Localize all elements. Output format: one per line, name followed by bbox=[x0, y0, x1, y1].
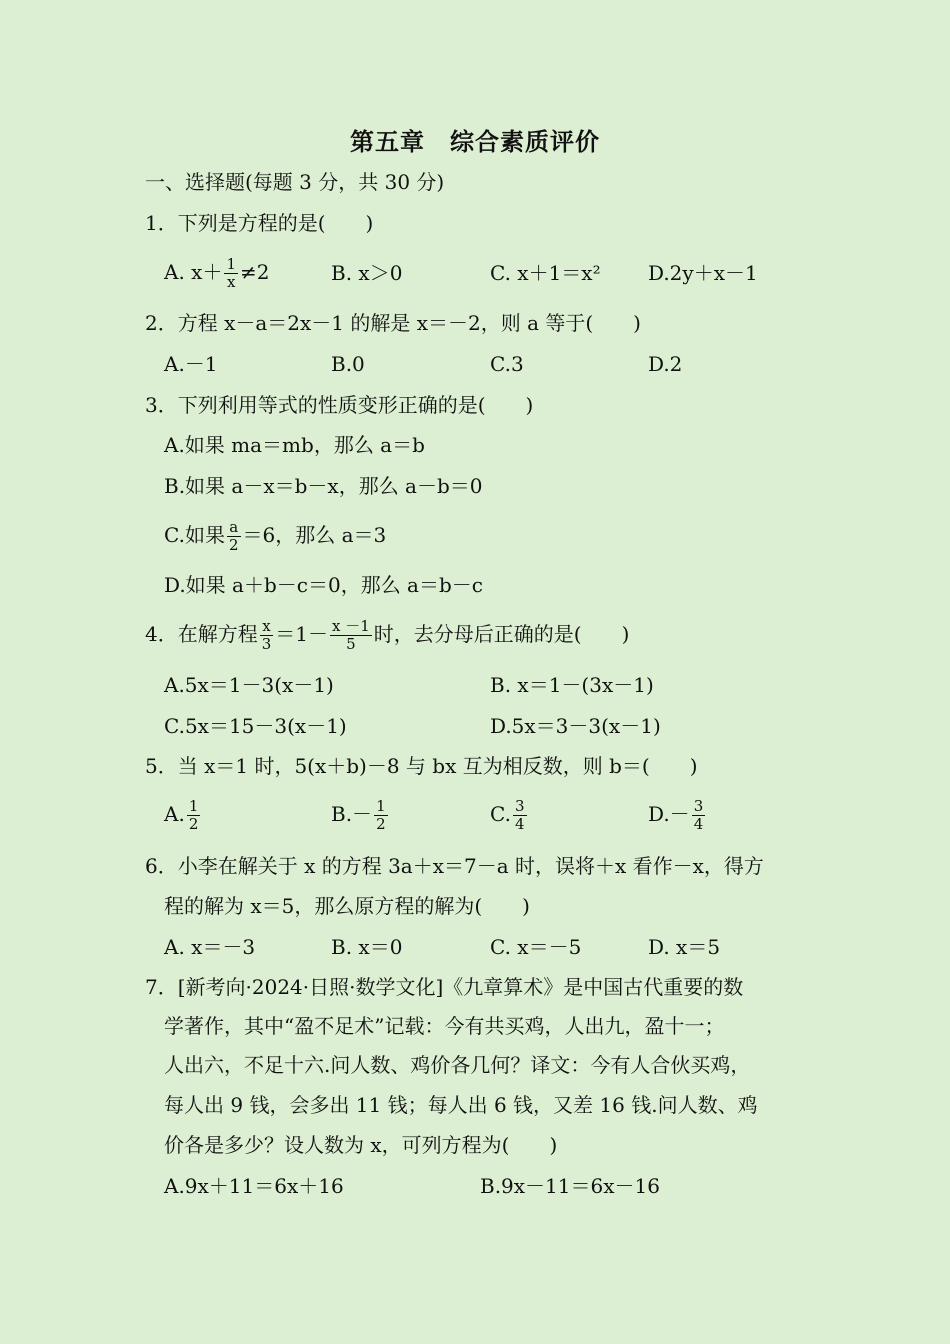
question-3-option-b: B.如果 a－x＝b－x，那么 a－b＝0 bbox=[164, 474, 483, 498]
question-6-option-d: D. x＝5 bbox=[648, 935, 721, 959]
section-heading: 一、选择题(每题 3 分，共 30 分) bbox=[145, 170, 445, 194]
question-5-option-a: A. $\frac{1}{2}$ bbox=[164, 797, 199, 833]
question-3-stem: 3．下列利用等式的性质变形正确的是( ) bbox=[145, 393, 534, 417]
question-2-option-b: B.0 bbox=[331, 352, 365, 376]
question-7-stem-line-3: 人出六，不足十六.问人数、鸡价各几何？译文：今有人合伙买鸡， bbox=[164, 1053, 751, 1077]
question-4-option-b: B. x＝1－(3x－1) bbox=[490, 673, 654, 697]
question-5-option-b: B.－ $\frac{1}{2}$ bbox=[331, 797, 386, 833]
question-7-stem-line-1: 7．[新考向·2024·日照·数学文化]《九章算术》是中国古代重要的数 bbox=[145, 975, 744, 999]
question-1-option-a: A. x＋ $\frac{1}{x}$ ≠2 bbox=[164, 255, 270, 291]
question-7-stem-line-5: 价各是多少？设人数为 x，可列方程为( ) bbox=[164, 1133, 558, 1157]
question-7-stem-line-2: 学著作，其中“盈不足术”记载：今有共买鸡，人出九，盈十一； bbox=[164, 1014, 725, 1038]
question-4-option-d: D.5x＝3－3(x－1) bbox=[490, 714, 661, 738]
fraction: $\frac{1}{2}$ bbox=[376, 797, 386, 833]
question-6-option-b: B. x＝0 bbox=[331, 935, 403, 959]
question-3-option-a: A.如果 ma＝mb，那么 a＝b bbox=[164, 433, 425, 457]
fraction: $\frac{x -1}{5}$ bbox=[332, 617, 370, 653]
question-5-option-d: D.－ $\frac{3}{4}$ bbox=[648, 797, 704, 833]
question-4-option-c: C.5x＝15－3(x－1) bbox=[164, 714, 347, 738]
question-2-option-a: A.－1 bbox=[164, 352, 218, 376]
fraction: $\frac{3}{4}$ bbox=[693, 797, 704, 833]
question-1-option-b: B. x＞0 bbox=[331, 261, 403, 285]
page-title: 第五章 综合素质评价 bbox=[350, 128, 600, 156]
question-4-stem: 4．在解方程 $\frac{x}{3}$ ＝1－ $\frac{x -1}{5}$ 时，去分母后正确的是( ) bbox=[145, 617, 630, 653]
fraction: $\frac{x}{3}$ bbox=[261, 617, 272, 653]
question-1-option-c: C. x＋1＝x² bbox=[490, 261, 601, 285]
question-2-option-d: D.2 bbox=[648, 352, 683, 376]
question-2-option-c: C.3 bbox=[490, 352, 524, 376]
question-7-option-a: A.9x＋11＝6x＋16 bbox=[164, 1174, 344, 1198]
question-6-option-c: C. x＝－5 bbox=[490, 935, 582, 959]
question-4-option-a: A.5x＝1－3(x－1) bbox=[164, 673, 334, 697]
question-1-stem: 1．下列是方程的是( ) bbox=[145, 211, 374, 235]
fraction: $\frac{a}{2}$ bbox=[228, 518, 239, 554]
question-6-option-a: A. x＝－3 bbox=[164, 935, 256, 959]
question-5-stem: 5．当 x＝1 时，5(x＋b)－8 与 bx 互为相反数，则 b＝( ) bbox=[145, 754, 698, 778]
question-3-option-d: D.如果 a＋b－c＝0，那么 a＝b－c bbox=[164, 573, 483, 597]
question-6-stem-line-2: 程的解为 x＝5，那么原方程的解为( ) bbox=[164, 894, 530, 918]
fraction: $\frac{3}{4}$ bbox=[514, 797, 525, 833]
question-7-option-b: B.9x－11＝6x－16 bbox=[480, 1174, 660, 1198]
question-3-option-c: C.如果 $\frac{a}{2}$ ＝6，那么 a＝3 bbox=[164, 518, 387, 554]
question-7-stem-line-4: 每人出 9 钱，会多出 11 钱；每人出 6 钱，又差 16 钱.问人数、鸡 bbox=[164, 1093, 758, 1117]
question-5-option-c: C. $\frac{3}{4}$ bbox=[490, 797, 525, 833]
fraction: $\frac{1}{x}$ bbox=[226, 255, 236, 291]
question-6-stem-line-1: 6．小李在解关于 x 的方程 3a＋x＝7－a 时，误将＋x 看作－x，得方 bbox=[145, 854, 764, 878]
fraction: $\frac{1}{2}$ bbox=[188, 797, 199, 833]
question-1-option-d: D.2y＋x－1 bbox=[648, 261, 758, 285]
question-2-stem: 2．方程 x－a＝2x－1 的解是 x＝－2，则 a 等于( ) bbox=[145, 311, 641, 335]
